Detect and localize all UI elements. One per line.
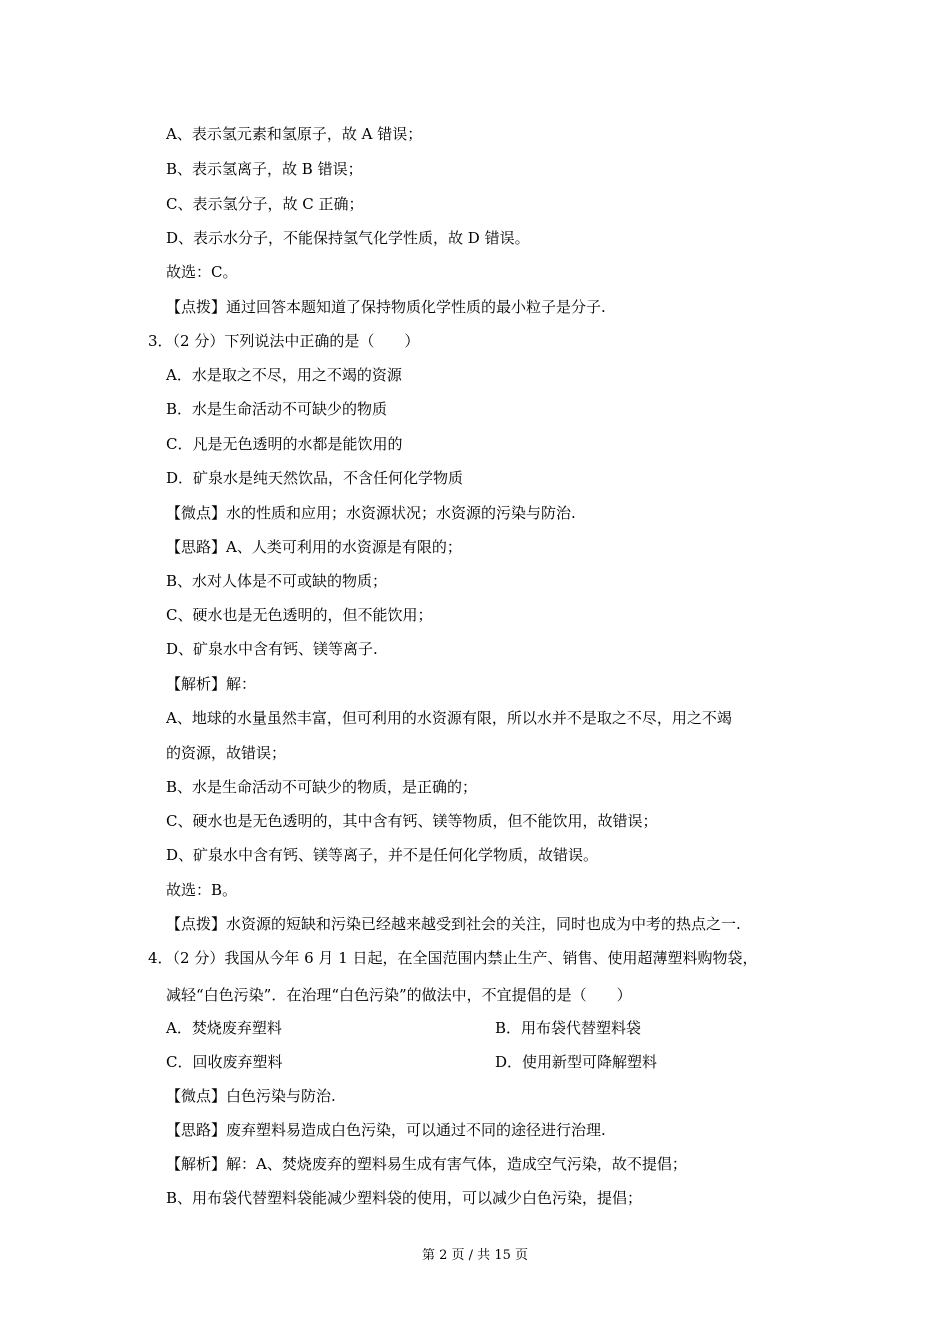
question-4-stem: 4．（2 分）我国从今年 6 月 1 日起，在全国范围内禁止生产、销售、使用超薄塑料购物袋， xyxy=(148,949,758,967)
question-4-option-c: C．回收废弃塑料 xyxy=(166,1053,283,1071)
question-3-silu: 【思路】A、人类可利用的水资源是有限的； xyxy=(166,538,462,556)
question-4-option-a: A．焚烧废弃塑料 xyxy=(166,1019,282,1037)
question-3-silu: C、硬水也是无色透明的，但不能饮用； xyxy=(166,606,433,624)
prev-solution-answer: 故选：C。 xyxy=(166,263,238,281)
prev-solution-line: C、表示氢分子，故 C 正确； xyxy=(166,195,364,213)
question-4-stem: 减轻“白色污染”．在治理“白色污染”的做法中，不宜提倡的是（ ） xyxy=(166,986,632,1004)
question-3-dianbo: 【点拨】水资源的短缺和污染已经越来越受到社会的关注，同时也成为中考的热点之一. xyxy=(166,915,741,933)
question-3-jiexi: A、地球的水量虽然丰富，但可利用的水资源有限，所以水并不是取之不尽，用之不竭 xyxy=(166,709,732,727)
question-3-jiexi: B、水是生命活动不可缺少的物质，是正确的； xyxy=(166,778,478,796)
question-3-option-c: C．凡是无色透明的水都是能饮用的 xyxy=(166,435,403,453)
question-3-option-a: A．水是取之不尽，用之不竭的资源 xyxy=(166,366,402,384)
question-3-silu: D、矿泉水中含有钙、镁等离子. xyxy=(166,640,378,658)
prev-solution-line: D、表示水分子，不能保持氢气化学性质，故 D 错误。 xyxy=(166,229,530,247)
question-4-jiexi: B、用布袋代替塑料袋能减少塑料袋的使用，可以减少白色污染，提倡； xyxy=(166,1189,643,1207)
question-4-option-d: D．使用新型可降解塑料 xyxy=(495,1053,658,1071)
question-4-jiexi: 【解析】解：A、焚烧废弃的塑料易生成有害气体，造成空气污染，故不提倡； xyxy=(166,1155,687,1173)
prev-solution-line: A、表示氢元素和氢原子，故 A 错误； xyxy=(166,125,423,143)
question-3-option-b: B．水是生命活动不可缺少的物质 xyxy=(166,400,388,418)
prev-solution-dianbo: 【点拨】通过回答本题知道了保持物质化学性质的最小粒子是分子. xyxy=(166,298,606,316)
question-3-jiexi: 【解析】解： xyxy=(166,675,257,693)
question-3-weidian: 【微点】水的性质和应用；水资源状况；水资源的污染与防治. xyxy=(166,504,576,522)
question-3-silu: B、水对人体是不可或缺的物质； xyxy=(166,572,388,590)
question-4-weidian: 【微点】白色污染与防治. xyxy=(166,1087,336,1105)
question-3-stem: 3．（2 分）下列说法中正确的是（ ） xyxy=(148,332,420,350)
question-3-answer: 故选：B。 xyxy=(166,881,238,899)
page-footer: 第 2 页 / 共 15 页 xyxy=(422,1248,528,1263)
question-3-option-d: D．矿泉水是纯天然饮品，不含任何化学物质 xyxy=(166,469,464,487)
question-4-option-b: B．用布袋代替塑料袋 xyxy=(495,1019,642,1037)
question-3-jiexi: D、矿泉水中含有钙、镁等离子，并不是任何化学物质，故错误。 xyxy=(166,846,599,864)
prev-solution-line: B、表示氢离子，故 B 错误； xyxy=(166,160,363,178)
question-4-silu: 【思路】废弃塑料易造成白色污染，可以通过不同的途径进行治理. xyxy=(166,1121,606,1139)
question-3-jiexi: 的资源，故错误； xyxy=(166,744,287,762)
question-3-jiexi: C、硬水也是无色透明的，其中含有钙、镁等物质，但不能饮用，故错误； xyxy=(166,812,658,830)
